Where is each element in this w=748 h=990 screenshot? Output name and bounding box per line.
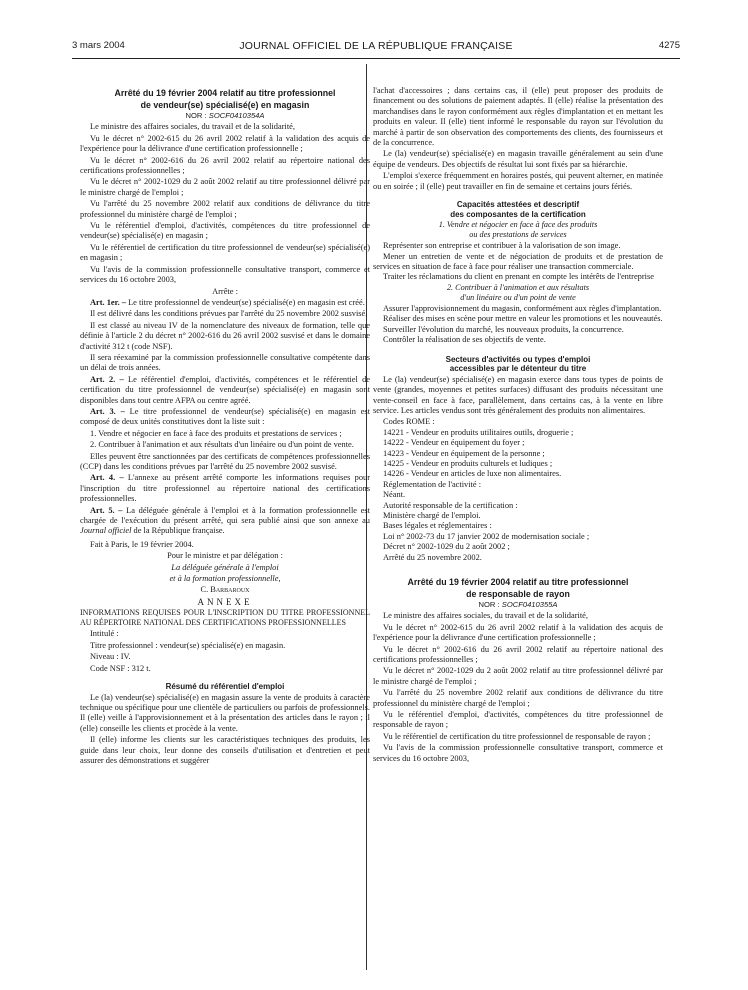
- left-column: [80, 88, 370, 767]
- competence-2-heading: 2. Contribuer à l'animation et aux résultats d'un linéaire ou d'un point de vente: [446, 282, 590, 302]
- arrete-heading: Arrête :: [212, 286, 238, 296]
- signature-line: Pour le ministre et par délégation :: [167, 551, 283, 561]
- titre-professionnel: Titre professionnel : vendeur(se) spécialisé(e) en magasin.: [90, 640, 286, 650]
- visa-item: Vu le décret n° 2002-615 du 26 avril 2002 relatif à la validation des acquis de l'expérience pour la délivrance d'une certification professionnelle ;: [80, 133, 370, 154]
- signature-line: La déléguée générale à l'emploi: [171, 562, 279, 572]
- list-item: Contrôler la réalisation de ses objectifs de vente.: [383, 335, 546, 345]
- annex-info-title: INFORMATIONS REQUISES POUR L'INSCRIPTION DU TITRE PROFESSIONNEL AU RÉPERTOIRE NATIONAL DES CERTIFICATIONS PROFESSIONNELLES: [80, 608, 370, 628]
- article-3-paragraph: Elles peuvent être sanctionnées par des certificats de compétences professionnelles (CCP) dans les conditions prévues par l'arrêté du 25 novembre 2002 susvisé.: [80, 451, 370, 471]
- resume-continuation: l'achat d'accessoires ; dans certains cas, il (elle) peut proposer des produits de financement ou des solutions de paiement adaptés. Il (elle) réalise la présentation des marchandises dans le rayon conformément aux règles d'implantation et en mettant les produits en valeur. Il (elle) tient informé le responsable du rayon sur l'évolution du marché à partir de son observation des comportements des clients, des fournisseurs et de la concurrence.: [373, 86, 663, 148]
- competence-1-heading: 1. Vendre et négocier en face à face des produits ou des prestations de services: [438, 220, 598, 240]
- visa-item: Vu le référentiel de certification du titre professionnel de vendeur(se) spécialisé(e) en magasin ;: [80, 242, 370, 263]
- list-item: Réaliser des mises en scène pour mettre en valeur les promotions et les nouveautés.: [383, 314, 663, 324]
- rome-code-item: 14226 - Vendeur en articles de luxe non alimentaires.: [383, 469, 562, 479]
- reglementation-value: Néant.: [383, 490, 406, 500]
- nor-code-2: SOCF0410355A: [501, 600, 558, 609]
- decree-2-title-line-2: de responsable de rayon: [466, 588, 570, 599]
- capacites-heading: Capacités attestées et descriptif des composantes de la certification: [450, 200, 586, 219]
- article-1: Art. 1er. – Le titre professionnel de vendeur(se) spécialisé(e) en magasin est créé.: [90, 297, 365, 307]
- nor-reference: NOR : SOCF0410354A: [185, 111, 265, 120]
- secteurs-paragraph: Le (la) vendeur(se) spécialisé(e) en magasin exerce dans tous types de points de vente (grandes, moyennes et petites surfaces) diffusant des produits nécessitant une vente-conseil en face à face, parallèlement, dans certains cas, à la vente en libre service. Les articles vendus sont très généralement des produits non alimentaires.: [373, 374, 663, 415]
- rome-label: Codes ROME :: [383, 417, 435, 427]
- list-item: Surveiller l'évolution du marché, les nouveaux produits, la concurrence.: [383, 324, 624, 334]
- article-5: Art. 5. – La déléguée générale à l'emploi et à la formation professionnelle est chargée de l'exécution du présent arrêté, qui sera publié ainsi que son annexe au Journal officiel de la République française.: [80, 505, 371, 536]
- nor-reference-2: NOR : SOCF0410355A: [478, 600, 558, 609]
- visa-item: Vu le décret n° 2002-1029 du 2 août 2002 relatif au titre professionnel délivré par le ministre chargé de l'emploi ;: [80, 177, 370, 197]
- visa-item: Vu l'avis de la commission professionnelle consultative transport, commerce et services du 16 octobre 2003,: [373, 743, 663, 763]
- rome-code-item: 14223 - Vendeur en équipement de la personne ;: [383, 448, 545, 458]
- resume-paragraph: Le (la) vendeur(se) spécialisé(e) en magasin assure la vente de produits à caractère technique ou spécifique pour une clientèle de particuliers ou parfois de professionnels. Il (elle) veille à l'approvisionnement et à la présentation des articles dans le rayon ; il (elle) conseille les clients et procède à la vente.: [80, 692, 370, 733]
- intitule-label: Intitulé :: [90, 629, 119, 639]
- list-item: Mener un entretien de vente et de négociation de produits et de prestation de services en situation de face à face pour réaliser une transaction commerciale.: [373, 251, 663, 272]
- visas-list-2: [373, 611, 663, 764]
- nor-code: SOCF0410354A: [208, 111, 265, 120]
- visa-item: Le ministre des affaires sociales, du travail et de la solidarité,: [90, 122, 295, 132]
- list-item: Représenter son entreprise et contribuer à la valorisation de son image.: [383, 241, 621, 251]
- secteurs-heading: Secteurs d'activités ou types d'emploi accessibles par le détenteur du titre: [445, 354, 591, 374]
- autorite-label: Autorité responsable de la certification :: [383, 500, 518, 510]
- visa-item: Vu le référentiel de certification du titre professionnel de responsable de rayon ;: [383, 731, 651, 741]
- visa-item: Vu l'arrêté du 25 novembre 2002 relatif aux conditions de délivrance du titre professionnel du ministère chargé de l'emploi ;: [373, 688, 663, 708]
- resume-paragraph: L'emploi s'exerce fréquemment en horaires postés, qui peuvent alterner, en matinée ou en soirée ; il (elle) peut travailler en fin de semaine et certains jours fériés.: [373, 171, 663, 191]
- competence-2-list: [373, 304, 663, 346]
- article-1-paragraph: Il est classé au niveau IV de la nomenclature des niveaux de formation, telle que définie à l'article 2 du décret n° 2002-616 du 26 avril 2002 susvisé et dans le domaine d'activité 312 t (code NSF).: [80, 320, 370, 351]
- base-item: Arrêté du 25 novembre 2002.: [383, 552, 482, 562]
- base-item: Décret n° 2002-1029 du 2 août 2002 ;: [383, 542, 510, 552]
- article-4: Art. 4. – L'annexe au présent arrêté comporte les informations requises pour l'inscription du titre professionnel au répertoire national des certifications professionnelles.: [80, 473, 370, 504]
- article-3: Art. 3. – Le titre professionnel de vendeur(se) spécialisé(e) en magasin est composé de deux unités constitutives dont la liste suit :: [80, 406, 371, 427]
- decree-title-line-2: de vendeur(se) spécialisé(e) en magasin: [140, 99, 310, 110]
- resume-paragraph: Le (la) vendeur(se) spécialisé(e) en magasin travaille généralement au sein d'une équipe de vendeurs. Des objectifs de résultat lui sont fixés par sa hiérarchie.: [373, 149, 663, 169]
- annex-heading: ANNEXE: [197, 596, 253, 607]
- article-1-paragraph: Il sera réexaminé par la commission professionnelle consultative compétente dans un délai de trois années.: [80, 352, 370, 373]
- header-date: 3 mars 2004: [72, 40, 125, 51]
- resume-paragraph: Il (elle) informe les clients sur les caractéristiques techniques des produits, les guide dans leur choix, leur donne des conseils d'utilisation et d'entretien et peut assurer des démonstrations et suggérer: [80, 735, 370, 765]
- visa-item: Vu le décret n° 2002-616 du 26 avril 2002 relatif au répertoire national des certifications professionnelles ;: [80, 155, 370, 176]
- article-2: Art. 2. – Le référentiel d'emploi, d'activités, compétences et le référentiel de certification du titre professionnel de vendeur(se) spécialisé(e) en magasin sont disponibles dans tout centre AFPA ou centre agréé.: [80, 374, 370, 405]
- list-item: Traiter les réclamations du client en prenant en compte les intérêts de l'entreprise: [383, 272, 654, 282]
- header-journal-title: JOURNAL OFFICIEL DE LA RÉPUBLIQUE FRANÇAISE: [239, 40, 513, 52]
- competence-1-list: [373, 241, 663, 283]
- resume-heading: Résumé du référentiel d'emploi: [165, 681, 285, 691]
- header-page-number: 4275: [658, 40, 680, 51]
- signature-line: et à la formation professionnelle,: [169, 574, 281, 584]
- visa-item: Vu le décret n° 2002-615 du 26 avril 2002 relatif à la validation des acquis de l'expérience pour la délivrance d'une certification professionnelle ;: [373, 622, 663, 643]
- article-1-paragraph: Il est délivré dans les conditions prévues par l'arrêté du 25 novembre 2002 susvisé.: [90, 309, 368, 319]
- autorite-value: Ministère chargé de l'emploi.: [383, 510, 481, 520]
- article-3-item: 2. Contribuer à l'animation et aux résultats d'un linéaire ou d'un point de vente.: [90, 440, 354, 450]
- rome-codes: [373, 417, 663, 563]
- rome-code-item: 14222 - Vendeur en équipement du foyer ;: [383, 438, 525, 448]
- decree-title-line-1: Arrêté du 19 février 2004 relatif au titre professionnel: [114, 88, 336, 98]
- bases-label: Bases légales et réglementaires :: [383, 521, 492, 531]
- visa-item: Vu le référentiel d'emploi, d'activités, compétences du titre professionnel de vendeur(se) spécialisé(e) en magasin ;: [80, 221, 370, 241]
- niveau: Niveau : IV.: [90, 652, 131, 662]
- base-item: Loi n° 2002-73 du 17 janvier 2002 de modernisation sociale ;: [383, 531, 590, 541]
- article-3-item: 1. Vendre et négocier en face à face des produits et prestations de services ;: [90, 428, 342, 438]
- page-header: [72, 40, 680, 56]
- visa-item: Vu l'avis de la commission professionnelle consultative transport, commerce et services du 16 octobre 2003,: [80, 264, 370, 285]
- code-nsf: Code NSF : 312 t.: [90, 663, 151, 673]
- signatory-name: C. Barbaroux: [200, 585, 250, 595]
- right-column: [373, 86, 663, 765]
- rome-code-item: 14221 - Vendeur en produits utilitaires outils, droguerie ;: [383, 427, 574, 437]
- reglementation-label: Réglementation de l'activité :: [383, 479, 482, 489]
- list-item: Assurer l'approvisionnement du magasin, conformément aux règles d'implantation.: [383, 303, 662, 313]
- visa-item: Vu le référentiel d'emploi, d'activités, compétences du titre professionnel de responsable de rayon ;: [373, 710, 663, 730]
- rome-code-item: 14225 - Vendeur en produits culturels et ludiques ;: [383, 458, 553, 468]
- visa-item: Vu le décret n° 2002-616 du 26 avril 2002 relatif au répertoire national des certifications professionnelles ;: [373, 644, 663, 665]
- header-rule: [72, 58, 680, 59]
- visa-item: Vu le décret n° 2002-1029 du 2 août 2002 relatif au titre professionnel délivré par le ministre chargé de l'emploi ;: [373, 666, 663, 686]
- visa-item: Vu l'arrêté du 25 novembre 2002 relatif aux conditions de délivrance du titre professionnel du ministère chargé de l'emploi ;: [80, 199, 370, 219]
- visas-list: [80, 122, 370, 285]
- decree-2-title-line-1: Arrêté du 19 février 2004 relatif au titre professionnel: [407, 577, 629, 587]
- visa-item: Le ministre des affaires sociales, du travail et de la solidarité,: [383, 611, 588, 621]
- signature-place-date: Fait à Paris, le 19 février 2004.: [90, 539, 194, 549]
